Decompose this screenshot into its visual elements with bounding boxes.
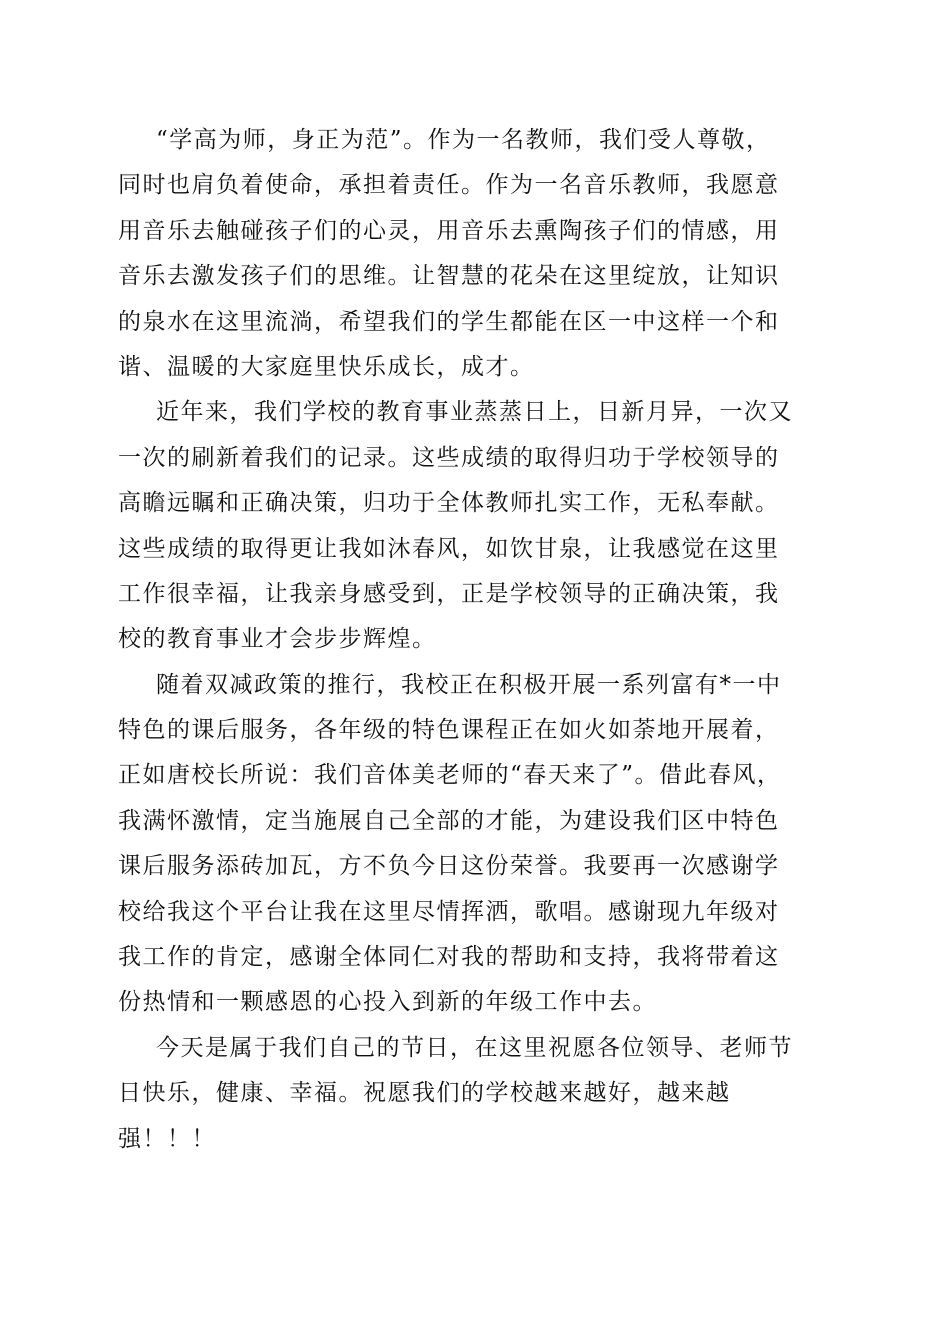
text-line: 的泉水在这里流淌，希望我们的学生都能在区一中这样一个和 [118,308,780,335]
text-line: 份热情和一颗感恩的心投入到新的年级工作中去。 [118,989,657,1016]
document-body [118,118,833,1162]
text-line: 特色的课后服务，各年级的特色课程正在如火如荼地开展着， [118,717,780,744]
paragraph-2 [118,390,833,662]
text-line: 这些成绩的取得更让我如沐春风，如饮甘泉，让我感觉在这里 [118,535,780,562]
text-line: 工作很幸福，让我亲身感受到，正是学校领导的正确决策，我 [118,580,780,607]
text-line: 用音乐去触碰孩子们的心灵，用音乐去熏陶孩子们的情感，用 [118,217,780,244]
text-line: 随着双减政策的推行，我校正在积极开展一系列富有*一中 [156,671,782,698]
text-line: 高瞻远瞩和正确决策，归功于全体教师扎实工作，无私奉献。 [118,490,780,517]
text-line: “学高为师，身正为范”。作为一名教师，我们受人尊敬， [156,127,771,153]
text-line: 校的教育事业才会步步辉煌。 [118,626,437,653]
paragraph-4 [118,1026,833,1162]
text-line: 音乐去激发孩子们的思维。让智慧的花朵在这里绽放，让知识 [118,263,780,290]
text-line: 近年来，我们学校的教育事业蒸蒸日上，日新月异，一次又 [156,399,793,426]
text-line: 强！！！ [118,1125,216,1152]
text-line: 今天是属于我们自己的节日，在这里祝愿各位领导、老师节 [156,1034,793,1061]
text-line: 正如唐校长所说：我们音体美老师的“春天来了”。借此春风， [118,762,782,789]
text-line: 课后服务添砖加瓦，方不负今日这份荣誉。我要再一次感谢学 [118,853,780,880]
text-line: 同时也肩负着使命，承担着责任。作为一名音乐教师，我愿意 [118,172,780,199]
text-line: 我工作的肯定，感谢全体同仁对我的帮助和支持，我将带着这 [118,944,780,971]
text-line: 校给我这个平台让我在这里尽情挥洒，歌唱。感谢现九年级对 [118,898,780,925]
text-line: 谐、温暖的大家庭里快乐成长，成才。 [118,353,535,380]
text-line: 我满怀激情，定当施展自己全部的才能，为建设我们区中特色 [118,807,780,834]
text-line: 一次的刷新着我们的记录。这些成绩的取得归功于学校领导的 [118,444,780,471]
text-line: 日快乐，健康、幸福。祝愿我们的学校越来越好，越来越 [118,1080,731,1107]
paragraph-1 [118,118,833,390]
paragraph-3 [118,663,833,1026]
